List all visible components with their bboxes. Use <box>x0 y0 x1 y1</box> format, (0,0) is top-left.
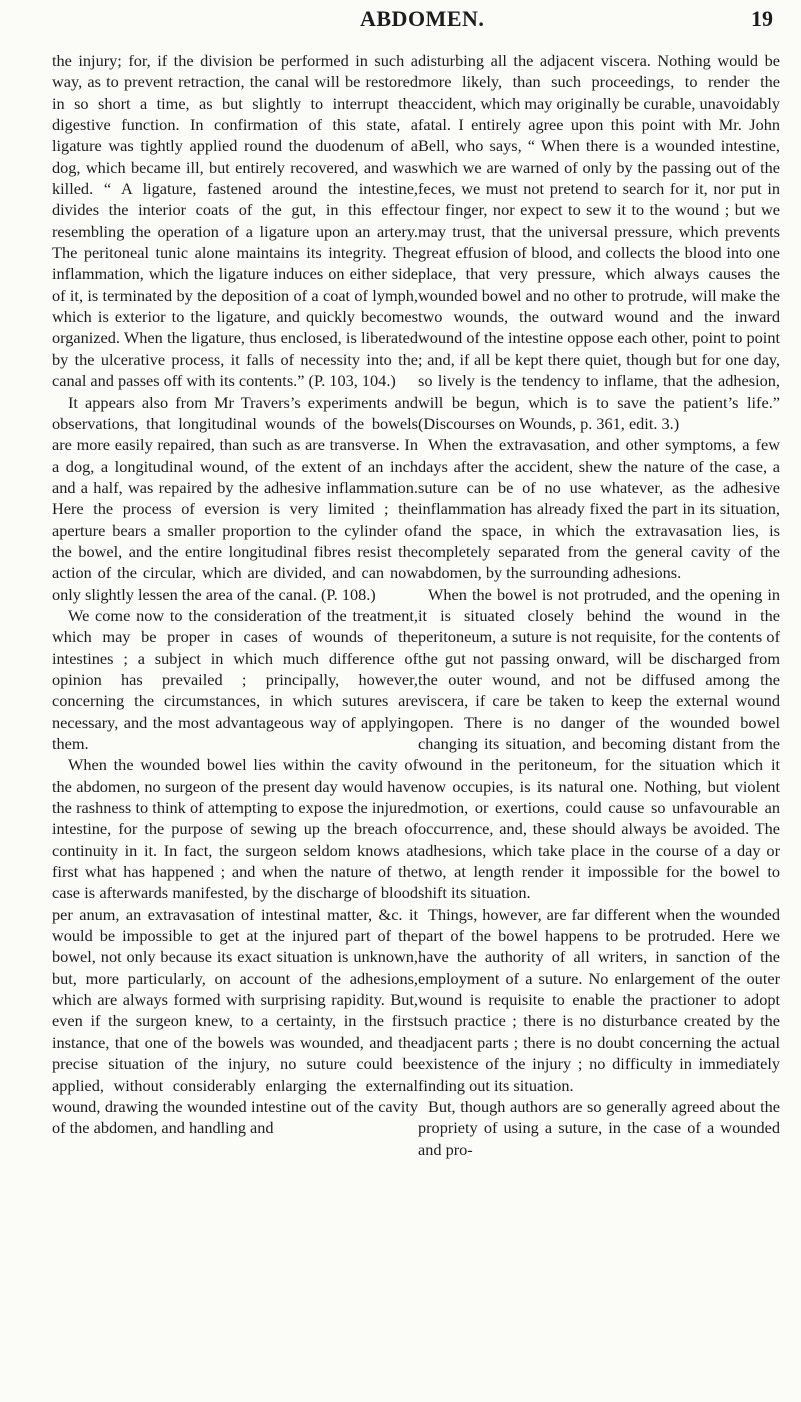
paragraph: When the bowel is not protruded, and the opening in it is situated closely behind the wound in the peritoneum, a suture is not requisite, for the contents of the gut not passing onward, will be discharged from the outer wound, and not be diffused among the viscera, if care be taken to keep the external wound open. There is no danger of the wounded bowel changing its situation, and becoming distant from the wound in the peritoneum, for the situation which it now occupies, is its natural one. Nothing, but violent motion, or exertions, could cause so unfavourable an occurrence, and, these should always be avoided. The adhesions, which take place in the course of a day or two, at length render it impossible for the bowel to shift its situation. <box>418 584 780 903</box>
paragraph: the injury; for, if the division be performed in such a way, as to prevent retraction, the canal will be restored in so short a time, as but slightly to interrupt the digestive function. In confirmation of this state, a ligature was tightly applied round the duodenum of a dog, which became ill, but entirely recovered, and was killed. “ A ligature, fastened around the intestine, divides the interior coats of the gut, in this effect resembling the operation of a ligature upon an artery. The peritoneal tunic alone maintains its integrity. The inflammation, which the ligature induces on either side of it, is terminated by the deposition of a coat of lymph, which is exterior to the ligature, and quickly becomes organized. When the ligature, thus enclosed, is liberated by the ulcerative process, it falls of necessity into the canal and passes off with its contents.” (P. 103, 104.) <box>52 51 418 391</box>
right-column <box>418 50 780 1160</box>
running-title: ABDOMEN. <box>360 6 485 31</box>
running-head <box>0 6 801 32</box>
page-number: 19 <box>751 6 773 31</box>
paragraph: We come now to the consideration of the treatment, which may be proper in cases of wounds of the intestines ; a subject in which much difference of opinion has prevailed ; principally, however, concerning the circumstances, in which sutures are necessary, and the most advantageous way of applying them. <box>52 605 418 753</box>
paragraph: When the extravasation, and other symptoms, a few days after the accident, shew the nature of the case, a suture can be of no use whatever, as the adhesive inflammation has already fixed the part in its situation, and the space, in which the extravasation lies, is completely separated from the general cavity of the abdomen, by the surrounding adhesions. <box>418 435 780 583</box>
paragraph: It appears also from Mr Travers’s experiments and observations, that longitudinal wounds of the bowels are more easily repaired, than such as are transverse. In a dog, a longitudinal wound, of the extent of an inch and a half, was repaired by the adhesive inflammation. Here the process of eversion is very limited ; the aperture bears a smaller proportion to the cylinder of the bowel, and the entire longitudinal fibres resist the action of the circular, which are divided, and can now only slightly lessen the area of the canal. (P. 108.) <box>52 392 418 604</box>
paragraph: disturbing all the adjacent viscera. Nothing would be more likely, than such proceedings, to render the accident, which may originally be curable, unavoidably fatal. I entirely agree upon this point with Mr. John Bell, who says, “ When there is a wounded intestine, which we are warned of only by the passing out of the feces, we must not pretend to search for it, nor put in our finger, nor expect to sew it to the wound ; but we may trust, that the universal pressure, which prevents great effusion of blood, and collects the blood into one place, that very pressure, which always causes the wounded bowel and no other to protrude, will make the two wounds, the outward wound and the inward wound of the intestine oppose each other, point to point ; and, if all be kept there quiet, though but for one day, so lively is the tendency to inflame, that the adhesion, will be begun, which is to save the patient’s life.” (Discourses on Wounds, p. 361, edit. 3.) <box>418 51 780 433</box>
left-column <box>52 50 418 1139</box>
paragraph: When the wounded bowel lies within the cavity of the abdomen, no surgeon of the present day would have the rashness to think of attempting to expose the injured intestine, for the purpose of sewing up the breach of continuity in it. In fact, the surgeon seldom knows at first what has happened ; and when the nature of the case is afterwards manifested, by the discharge of blood per anum, an extravasation of intestinal matter, &c. it would be impossible to get at the injured part of the bowel, not only because its exact situation is unknown, but, more particularly, on account of the adhesions, which are always formed with surprising rapidity. But, even if the surgeon knew, to a certainty, in the first instance, that one of the bowels was wounded, and the precise situation of the injury, no suture could be applied, without considerably enlarging the external wound, drawing the wounded intestine out of the cavity of the abdomen, and handling and <box>52 755 418 1138</box>
paragraph: Things, however, are far different when the wounded part of the bowel happens to be protruded. Here we have the authority of all writers, in sanction of the employment of a suture. No enlargement of the outer wound is requisite to enable the practioner to adopt such practice ; there is no disturbance created by the adjacent parts ; there is no doubt concerning the actual existence of the injury ; no difficulty in immediately finding out its situation. <box>418 904 780 1095</box>
paragraph: But, though authors are so generally agreed about the propriety of using a suture, in the case of a wounded and pro- <box>418 1096 780 1159</box>
